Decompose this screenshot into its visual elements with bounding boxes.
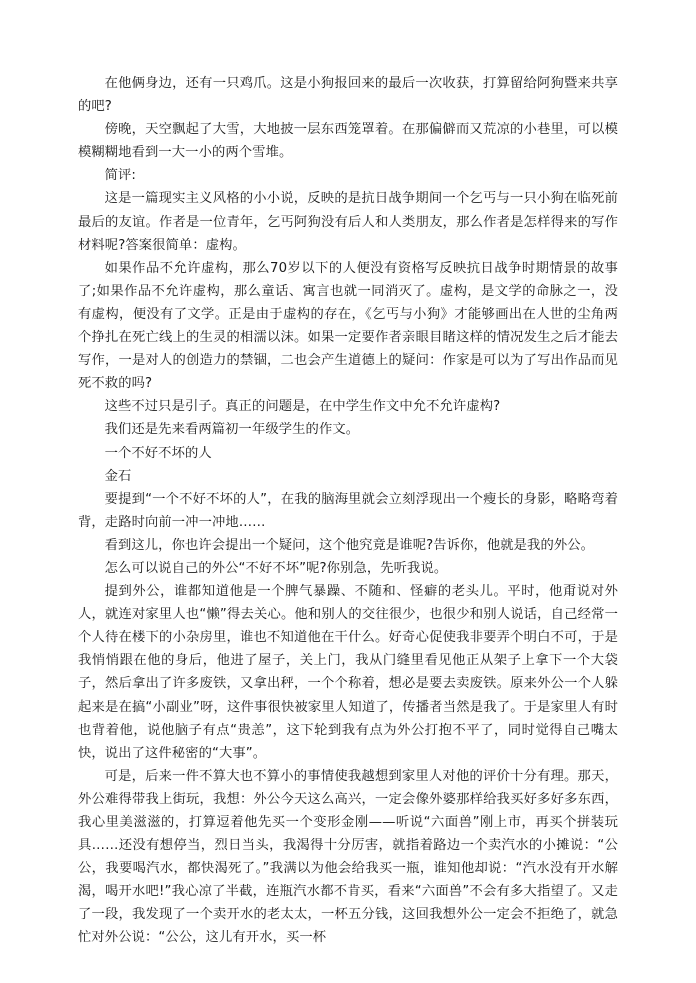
paragraph-4: 这是一篇现实主义风格的小小说，反映的是抗日战争期间一个乞丐与一只小狗在临死前最后的友谊。作者是一位青年，乞丐阿狗没有后人和人类朋友，那么作者是怎样得来的写作材料呢?答案很简单：虚构。 <box>78 191 618 253</box>
paragraph-11: 看到这儿，你也许会提出一个疑问，这个他究竟是谁呢?告诉你，他就是我的外公。 <box>104 537 595 553</box>
paragraph-13: 提到外公，谁都知道他是一个脾气暴躁、不随和、怪癖的老头儿。平时，他甭说对外人，就连对家里人也“懒”得去关心。他和别人的交往很少，也很少和别人说话，自己经常一个人待在楼下的小杂房里，谁也不知道他在干什么。好奇心促使我非要弄个明白不可，于是我悄悄跟在他的身后，他进了屋子，关上门，我从门缝里看见他正从架子上拿下一个大袋子，然后拿出了许多废铁，又拿出秤，一个个称着，想必是要去卖废铁。原来外公一个人躲起来是在搞“小副业”呀，这件事很快被家里人知道了，传播者当然是我了。于是家里人有时也背着他，说他脑子有点“贵恙”，这下轮到我有点为外公打抱不平了，同时觉得自己嘴太快，说出了这件秘密的“大事”。 <box>78 584 618 761</box>
paragraph-6: 这些不过只是引子。真正的问题是，在中学生作文中允不允许虚构? <box>104 399 501 415</box>
paragraph-10: 要提到“一个不好不坏的人”，在我的脑海里就会立刻浮现出一个瘦长的身影，略略弯着背，走路时向前一冲一冲地…… <box>78 491 618 530</box>
essay-author: 金石 <box>104 468 132 484</box>
paragraph-7: 我们还是先来看两篇初一年级学生的作文。 <box>104 422 360 438</box>
paragraph-2: 傍晚，天空飘起了大雪，大地披一层东西笼罩着。在那偏僻而又荒凉的小巷里，可以模模糊糊地看到一大一小的两个雪堆。 <box>78 122 618 161</box>
paragraph-14: 可是，后来一件不算大也不算小的事情使我越想到家里人对他的评价十分有理。那天，外公难得带我上街玩，我想：外公今天这么高兴，一定会像外婆那样给我买好多好多东西，我心里美滋滋的，打算逗着他先买一个变形金刚——听说“六面兽”刚上市，再买个拼装玩具……还没有想停当，烈日当头，我渴得十分厉害，就指着路边一个卖汽水的小摊说：“公公，我要喝汽水，都快渴死了。”我满以为他会给我买一瓶，谁知他却说：“汽水没有开水解渴，喝开水吧!”我心凉了半截，连瓶汽水都不肯买，看来“六面兽”不会有多大指望了。又走了一段，我发现了一个卖开水的老太太，一杯五分钱，这回我想外公一定会不拒绝了，就急忙对外公说：“公公，这儿有开水，买一杯 <box>78 768 618 946</box>
commentary-heading: 简评: <box>104 168 136 184</box>
document-body <box>78 72 618 950</box>
paragraph-1: 在他俩身边，还有一只鸡爪。这是小狗报回来的最后一次收获，打算留给阿狗暨来共享的吧? <box>78 76 618 115</box>
essay-title: 一个不好不坏的人 <box>104 445 212 461</box>
paragraph-5: 如果作品不允许虚构，那么70岁以下的人便没有资格写反映抗日战争时期情景的故事了;如果作品不允许虚构，那么童话、寓言也就一同消灭了。虚构，是文学的命脉之一，没有虚构，便没有了文学。正是由于虚构的存在，《乞丐与小狗》才能够画出在人世的尘角两个挣扎在死亡线上的生灵的相濡以沫。如果一定要作者亲眼目睹这样的情况发生之后才能去写作，一是对人的创造力的禁锢，二也会产生道德上的疑问：作家是可以为了写出作品而见死不救的吗? <box>78 260 618 392</box>
paragraph-12: 怎么可以说自己的外公“不好不坏”呢?你别急，先听我说。 <box>104 560 448 576</box>
